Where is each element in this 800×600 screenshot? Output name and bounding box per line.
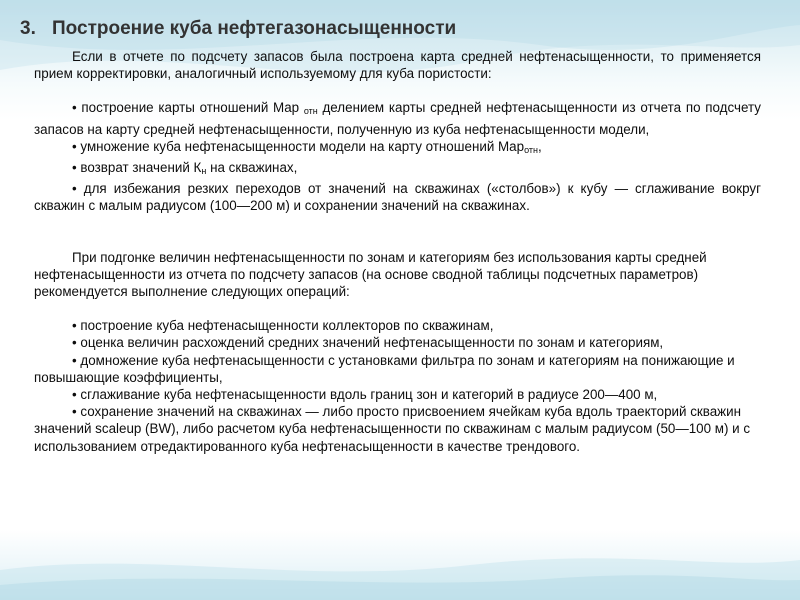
footer-background — [0, 530, 800, 600]
section1-intro: Если в отчете по подсчету запасов была построена карта средней нефтенасыщенности, то применяется прием корректировки, аналогичный используемому для куба пористости: — [34, 49, 761, 82]
section-title-text: Построение куба нефтегазонасыщенности — [52, 18, 457, 39]
section2-bullet: • сглаживание куба нефтенасыщенности вдоль границ зон и категорий в радиусе 200—400 м, — [72, 387, 658, 403]
section1-bullet-ratio-map — [34, 99, 761, 137]
slide-body — [34, 48, 761, 455]
bullet-subscript: отн — [303, 106, 318, 117]
spacer — [34, 82, 761, 99]
bullet-subscript: отн — [524, 144, 538, 155]
section1-bullet-restore-wells — [34, 159, 761, 180]
bullet-subscript: н — [201, 166, 207, 177]
bullet-text: • возврат значений К — [72, 160, 202, 176]
bullet-text: на скважинах, — [206, 160, 298, 176]
slide-title — [20, 18, 456, 40]
section2-bullet: • оценка величин расхождений средних значений нефтенасыщенности по зонам и категориям, — [72, 335, 664, 351]
bullet-text: делением карты средней нефтенасыщенности из отчета по подсчету запасов на карту средней нефтенасыщенности, полученную из куба нефтенасыщенности модели, — [34, 100, 761, 137]
bullet-text: • умножение куба нефтенасыщенности модели на карту отношений Map — [72, 138, 525, 154]
section2-bullet: • домножение куба нефтенасыщенности с установками фильтра по зонам и категориям на понижающие и повышающие коэффициенты, — [34, 352, 735, 385]
spacer — [34, 300, 761, 317]
footer-wave-decoration — [0, 530, 800, 600]
section1-bullet-multiply — [34, 138, 761, 159]
section2-bullet: • сохранение значений на скважинах — либо просто присвоением ячейкам куба вдоль траекторий скважин значений scaleup (BW), либо расчетом куба нефтенасыщенности по скважинам с малым радиусом (50—100 м) и с использованием отредактированного куба нефтенасыщенности в качестве трендового. — [34, 404, 751, 454]
bullet-text: , — [537, 138, 542, 154]
section2-intro: При подгонке величин нефтенасыщенности по зонам и категориям без использования карты средней нефтенасыщенности из отчета по подсчету запасов (на основе сводной таблицы подсчетных параметров) рекомендуется выполнение следующих операций: — [34, 249, 707, 300]
section2-bullet: • построение куба нефтенасыщенности коллекторов по скважинам, — [72, 318, 494, 334]
spacer — [34, 215, 761, 249]
section1-bullet-smoothing: • для избежания резких переходов от значений на скважинах («столбов») к кубу — сглаживание вокруг скважин с малым радиусом (100—200 м) и сохранении значений на скважинах. — [34, 181, 761, 214]
section-number: 3. — [20, 18, 36, 39]
bullet-text: • построение карты отношений Map — [72, 100, 304, 116]
